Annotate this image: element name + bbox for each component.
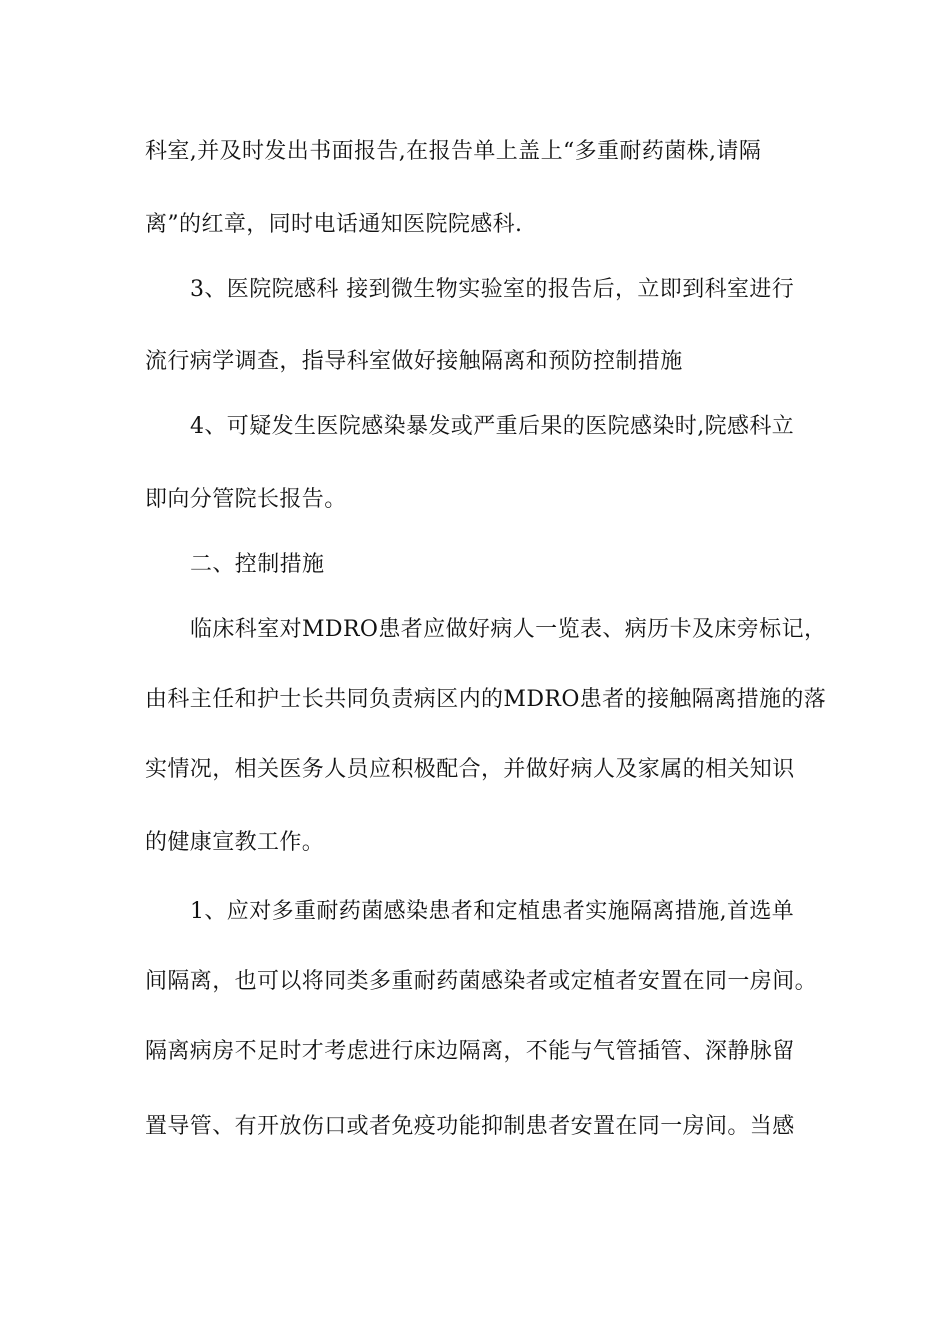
text-line: 隔离病房不足时才考虑进行床边隔离，不能与气管插管、深静脉留 [145,1039,795,1064]
text-line: 临床科室对MDRO患者应做好病人一览表、病历卡及床旁标记， [190,617,827,642]
section-heading: 二、控制措施 [190,552,325,577]
text-line: 离”的红章，同时电话通知医院院感科. [145,212,523,237]
text-line: 3、医院院感科 接到微生物实验室的报告后，立即到科室进行 [190,277,795,302]
text-line: 由科主任和护士长共同负责病区内的MDRO患者的接触隔离措施的落 [145,687,827,712]
text-line: 的健康宣教工作。 [145,830,325,855]
text-line: 即向分管院长报告。 [145,487,347,512]
text-line: 置导管、有开放伤口或者免疫功能抑制患者安置在同一房间。当感 [145,1114,795,1139]
text-line: 流行病学调查，指导科室做好接触隔离和预防控制措施 [145,349,683,374]
text-line: 4、可疑发生医院感染暴发或严重后果的医院感染时,院感科立 [190,414,795,439]
text-line: 科室,并及时发出书面报告,在报告单上盖上“多重耐药菌株,请隔 [145,139,762,164]
text-line: 间隔离，也可以将同类多重耐药菌感染者或定植者安置在同一房间。 [145,969,818,994]
text-line: 实情况，相关医务人员应积极配合，并做好病人及家属的相关知识 [145,757,795,782]
text-line: 1、应对多重耐药菌感染患者和定植患者实施隔离措施,首选单 [190,899,795,924]
